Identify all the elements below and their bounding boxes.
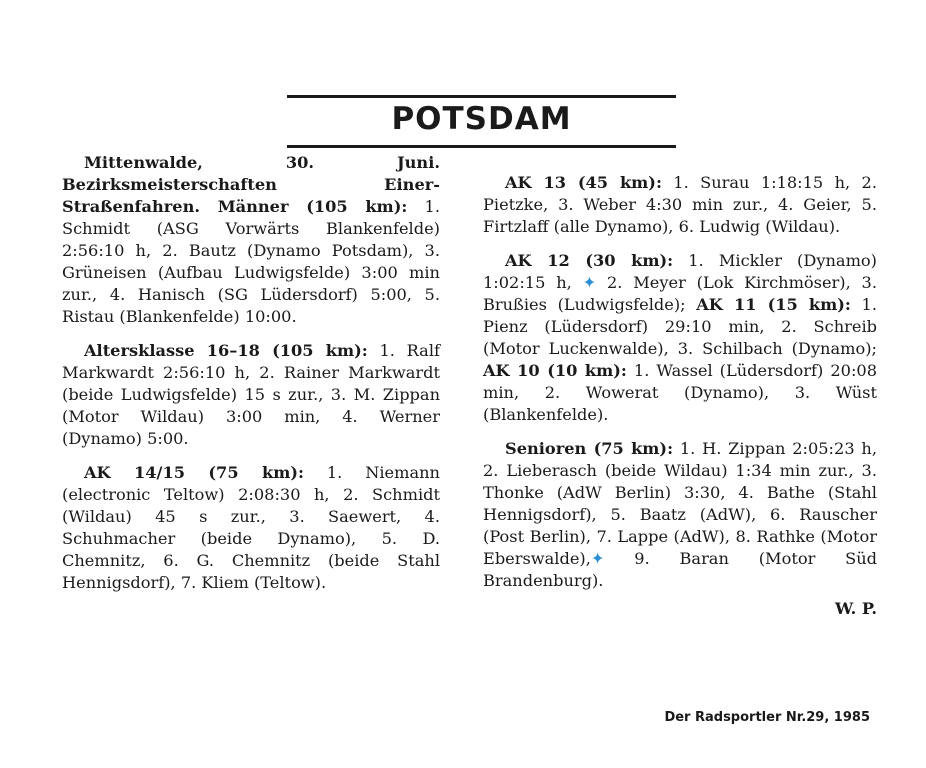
paragraph-text: 1. Ralf Markwardt 2:56:10 h, 2. Rainer Markwardt (beide Ludwigsfelde) 15 s zur., 3. M. Zippan (Motor Wildau) 3:00 min, 4. Werner (Dynamo) 5:00. (62, 341, 440, 448)
paragraph-lead: Altersklasse 16–18 (105 km): (84, 341, 368, 360)
author-signature: W. P. (834, 599, 877, 618)
paragraph-lead: AK 12 (30 km): (505, 251, 674, 270)
paragraph-text: 1. H. Zippan 2:05:23 h, 2. Lieberasch (beide Wildau) 1:34 min zur., 3. Thonke (AdW Berlin) 3:30, 4. Bathe (Stahl Hennigsdorf), 5. Baatz (AdW), 6. Rauscher (Post Berlin), 7. Lappe (AdW), 8. Rathke (Motor Eberswalde), (483, 439, 877, 568)
paragraph-lead: AK 14/15 (75 km): (84, 463, 304, 482)
left-column (62, 152, 440, 606)
paragraph-text: 1. Schmidt (ASG Vorwärts Blankenfelde) 2:56:10 h, 2. Bautz (Dynamo Potsdam), 3. Grüneisen (Aufbau Ludwigsfelde) 3:00 min zur., 4. Hanisch (SG Lüdersdorf) 5:00, 5. Ristau (Blankenfelde) 10:00. (62, 197, 440, 326)
headline-rule-top (287, 95, 676, 98)
paragraph-ak-12 (483, 250, 877, 426)
paragraph-text: 9. Baran (Motor Süd Brandenburg). (483, 549, 877, 590)
paragraph-altersklasse (62, 340, 440, 450)
paragraph-maenner (62, 152, 440, 328)
paragraph-text: 1. Wassel (Lüdersdorf) 20:08 min, 2. Wowerat (Dynamo), 3. Wüst (Blankenfelde). (483, 361, 877, 424)
paragraph-ak-13 (483, 172, 877, 238)
headline-rule-bottom (287, 145, 676, 148)
source-citation: Der Radsportler Nr.29, 1985 (664, 710, 870, 725)
paragraph-lead: AK 10 (10 km): (483, 361, 627, 380)
paragraph-lead: AK 11 (15 km): (696, 295, 851, 314)
paragraph-text: 1. Mickler (Dynamo) 1:02:15 h, (483, 251, 877, 292)
paragraph-text: 2. Meyer (Lok Kirchmöser), 3. Brußies (Ludwigsfelde); (483, 273, 877, 314)
paragraph-senioren (483, 438, 877, 592)
paragraph-lead: Mittenwalde, 30. Juni. Bezirksmeisterschaften Einer-Straßenfahren. Männer (105 km): (62, 153, 440, 216)
star-icon: ✦ (590, 549, 605, 568)
star-icon: ✦ (582, 273, 597, 292)
right-column (483, 172, 877, 620)
paragraph-ak-14-15 (62, 462, 440, 594)
paragraph-lead: AK 13 (45 km): (505, 173, 662, 192)
paragraph-text: 1. Surau 1:18:15 h, 2. Pietzke, 3. Weber 4:30 min zur., 4. Geier, 5. Firtzlaff (alle Dynamo), 6. Ludwig (Wildau). (483, 173, 877, 236)
headline: POTSDAM (391, 101, 572, 137)
paragraph-lead: Senioren (75 km): (505, 439, 674, 458)
paragraph-text: 1. Pienz (Lüdersdorf) 29:10 min, 2. Schreib (Motor Luckenwalde), 3. Schilbach (Dynamo); (483, 295, 877, 358)
paragraph-text: 1. Niemann (electronic Teltow) 2:08:30 h, 2. Schmidt (Wildau) 45 s zur., 3. Saewert, 4. Schuhmacher (beide Dynamo), 5. D. Chemnitz, 6. G. Chemnitz (beide Stahl Hennigsdorf), 7. Kliem (Teltow). (62, 463, 440, 592)
